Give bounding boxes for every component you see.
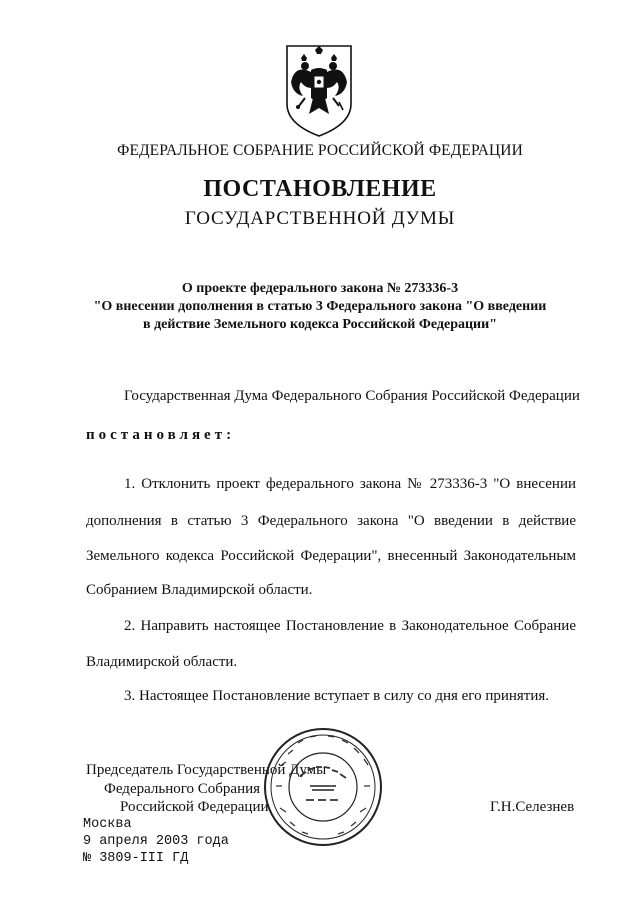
subject-line: О проекте федерального закона № 273336-3 [181,281,459,296]
signature-title-line: Российской Федерации [120,799,269,815]
signature-title-line: Федерального Собрания [104,781,261,797]
official-stamp-icon [262,726,384,848]
subject-line: в действие Земельного кодекса Российской Федерации" [143,317,497,332]
document-type-title: ПОСТАНОВЛЕНИЕ [203,176,437,202]
item-2-line: 2. Направить настоящее Постановление в Законодательное Собрание [124,618,576,634]
item-1-line: Собранием Владимирской области. [86,582,313,598]
item-1-line: 1. Отклонить проект федерального закона № 273336-3 "О внесении [124,476,576,492]
signatory-name: Г.Н.Селезнев [490,799,575,815]
organization-heading: ФЕДЕРАЛЬНОЕ СОБРАНИЕ РОССИЙСКОЙ ФЕДЕРАЦИИ [117,142,523,159]
item-1-line: Земельного кодекса Российской Федерации", внесенный Законодательным [86,548,576,564]
signature-title-line: Председатель Государственной Думы [86,762,327,778]
document-subject [0,280,640,334]
footer-date: 9 апреля 2003 года [83,834,229,849]
item-2-line: Владимирской области. [86,654,238,670]
double-headed-eagle-icon [281,42,357,138]
item-1-line: дополнения в статью 3 Федерального закона "О введении в действие [86,513,576,529]
footer-city: Москва [83,817,132,832]
document-subtitle: ГОСУДАРСТВЕННОЙ ДУМЫ [184,208,456,229]
item-3-text: 3. Настоящее Постановление вступает в силу со дня его принятия. [124,688,550,704]
subject-line: "О внесении дополнения в статью 3 Федерального закона "О введении [93,299,547,314]
resolves-text: постановляет: [86,427,236,443]
preamble-text: Государственная Дума Федерального Собрания Российской Федерации [124,388,580,404]
footer-number: № 3809-III ГД [83,851,189,866]
